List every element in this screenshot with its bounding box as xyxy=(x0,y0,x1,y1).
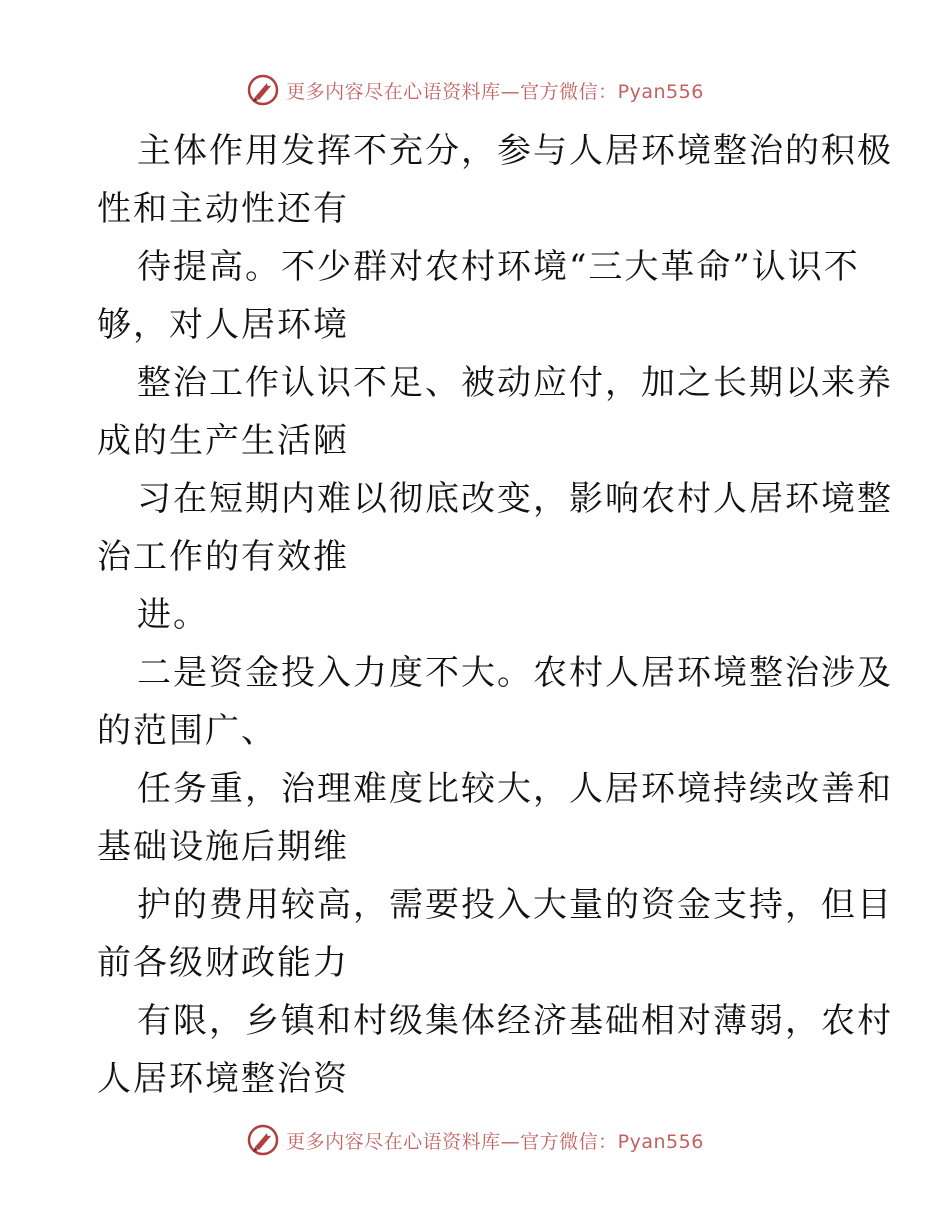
watermark-text: 更多内容尽在心语资料库—官方微信：Pyan556 xyxy=(286,80,704,103)
text-line: 性和主动性还有 xyxy=(97,189,349,229)
text-line: 治工作的有效推 xyxy=(97,537,349,577)
text-line: 护的费用较高，需要投入大量的资金支持，但目 xyxy=(137,885,893,925)
text-line: 基础设施后期维 xyxy=(97,827,349,867)
text-line: 的范围广、 xyxy=(97,711,277,751)
text-line: 二是资金投入力度不大。农村人居环境整治涉及 xyxy=(137,653,893,693)
footer-watermark xyxy=(0,1120,950,1160)
text-line: 够，对人居环境 xyxy=(97,305,349,345)
text-line: 有限，乡镇和村级集体经济基础相对薄弱，农村 xyxy=(137,1001,893,1041)
text-line: 任务重，治理难度比较大，人居环境持续改善和 xyxy=(137,769,893,809)
watermark-text: 更多内容尽在心语资料库—官方微信：Pyan556 xyxy=(286,1130,704,1153)
red-pen-logo-icon xyxy=(246,1123,280,1157)
text-line: 进。 xyxy=(137,595,209,635)
text-line: 人居环境整治资 xyxy=(97,1059,349,1099)
red-pen-logo-icon xyxy=(246,73,280,107)
text-line: 成的生产生活陋 xyxy=(97,421,349,461)
text-line: 整治工作认识不足、被动应付，加之长期以来养 xyxy=(137,363,893,403)
header-watermark xyxy=(0,70,950,110)
text-line: 主体作用发挥不充分，参与人居环境整治的积极 xyxy=(137,131,893,171)
text-line: 习在短期内难以彻底改变，影响农村人居环境整 xyxy=(137,479,893,519)
text-line: 前各级财政能力 xyxy=(97,943,349,983)
document-body xyxy=(97,122,893,1108)
text-line: 待提高。不少群对农村环境“三大革命”认识不 xyxy=(137,247,860,287)
